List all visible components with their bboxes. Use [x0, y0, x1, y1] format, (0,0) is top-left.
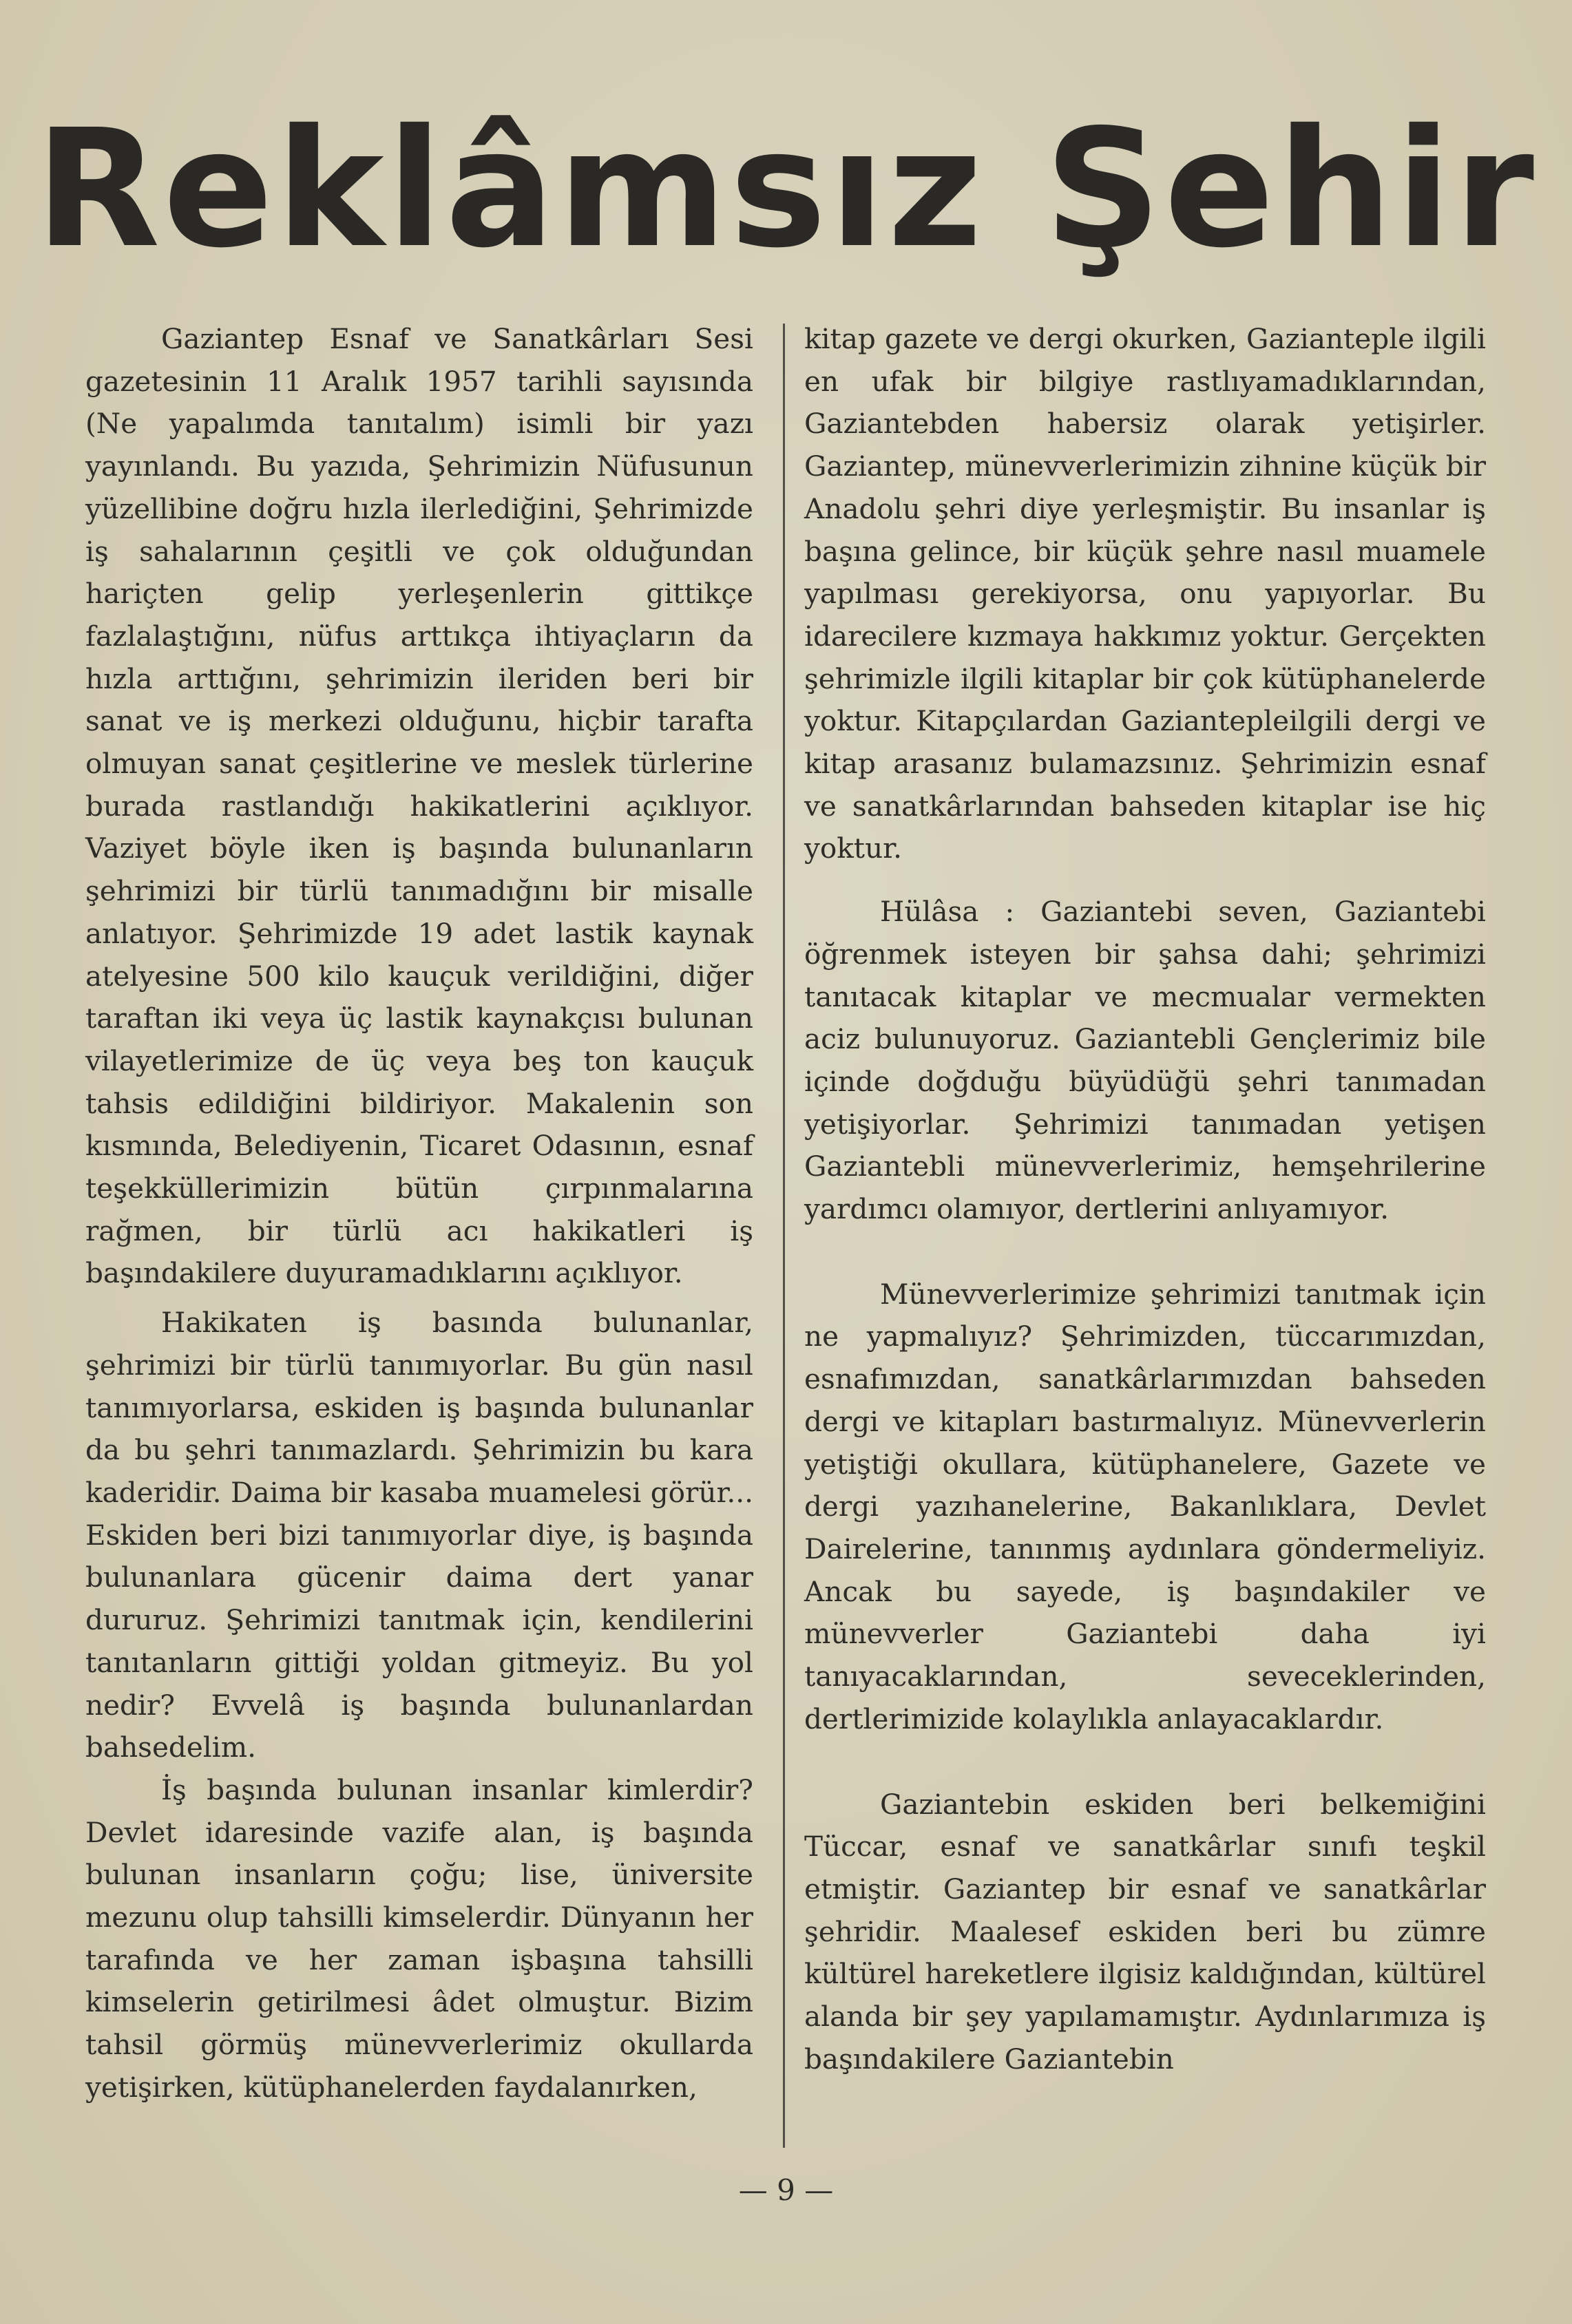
paragraph: Gaziantebin eskiden beri belkemiğini Tüccar, esnaf ve sanatkârlar sınıfı teşkil etmiştir. Gaziantep bir esnaf ve sanatkârlar şehridir. Maalesef eskiden beri bu zümre kültürel hareketlere ilgisiz kaldığından, kültürel alanda bir şey yapılamamıştır. Aydınlarımıza iş başındakilere Gaziantebin — [804, 1787, 1486, 2075]
paragraph: Münevverlerimize şehrimizi tanıtmak için ne yapmalıyız? Şehrimizden, tüccarımızdan, esnafımızdan, sanatkârlarımızdan bahseden dergi ve kitapları bastırmalıyız. Münevverlerin yetiştiği okullara, kütüphanelere, Gazete ve dergi yazıhanelerine, Bakanlıklara, Devlet Dairelerine, tanınmış aydınlara göndermeliyiz. Ancak bu sayede, iş başındakiler ve münevverler Gaziantebi daha iyi tanıyacaklarından, seveceklerinden, dertlerimizide kolaylıkla anlayacaklardır. — [804, 1277, 1486, 1735]
paragraph: Hülâsa : Gaziantebi seven, Gaziantebi öğrenmek isteyen bir şahsa dahi; şehrimizi tanıtacak kitaplar ve mecmualar vermekten aciz bulunuyoruz. Gaziantebli Gençlerimiz bile içinde doğduğu büyüdüğü şehri tanımadan yetişiyorlar. Şehrimizi tanımadan yetişen Gaziantebli münevverlerimiz, hemşehrilerine yardımcı olamıyor, dertlerini anlıyamıyor. — [804, 895, 1486, 1226]
paragraph: İş başında bulunan insanlar kimlerdir? Devlet idaresinde vazife alan, iş başında bulunan insanların çoğu; lise, üniversite mezunu olup tahsilli kimselerdir. Dünyanın her tarafında ve her zaman işbaşına tahsilli kimselerin getirilmesi âdet olmuştur. Bizim tahsil görmüş münevverlerimiz okullarda yetişirken, kütüphanelerden faydalanırken, — [85, 1773, 753, 2104]
paragraph: Gaziantep Esnaf ve Sanatkârları Sesi gazetesinin 11 Aralık 1957 tarihli sayısında (Ne yapalımda tanıtalım) isimli bir yazı yayınlandı. Bu yazıda, Şehrimizin Nüfusunun yüzellibine doğru hızla ilerlediğini, Şehrimizde iş sahalarının çeşitli ve çok olduğundan hariçten gelip yerleşenlerin gittikçe fazlalaştığını, nüfus arttıkça ihtiyaçların da hızla arttığını, şehrimizin ileriden beri bir sanat ve iş merkezi olduğunu, hiçbir tarafta olmuyan sanat çeşitlerine ve meslek türlerine burada rastlandığı hakikatlerini açıklıyor. Vaziyet böyle iken iş başında bulunanların şehrimizi bir türlü tanımadığını bir misalle anlatıyor. Şehrimizde 19 adet lastik kaynak atelyesine 500 kilo kauçuk verildiğini, diğer taraftan iki veya üç lastik kaynakçısı bulunan vilayetlerimize de üç veya beş ton kauçuk tahsis edildiğini bildiriyor. Makalenin son kısmında, Belediyenin, Ticaret Odasının, esnaf teşekküllerimizin bütün çırpınmalarına rağmen, bir türlü acı hakikatleri iş başındakilere duyuramadıklarını açıklıyor. — [85, 322, 753, 1290]
article-title: Reklâmsız Şehir — [34, 94, 1537, 284]
column-divider — [783, 324, 785, 2148]
page-number: — 9 — — [738, 2173, 834, 2207]
paragraph: Hakikaten iş basında bulunanlar, şehrimizi bir türlü tanımıyorlar. Bu gün nasıl tanımıyorlarsa, eskiden iş başında bulunanlar da bu şehri tanımazlardı. Şehrimizin bu kara kaderidir. Daima bir kasaba muamelesi görür... Eskiden beri bizi tanımıyorlar diye, iş başında bulunanlara gücenir daima dert yanar dururuz. Şehrimizi tanıtmak için, kendilerini tanıtanların gittiği yoldan gitmeyiz. Bu yol nedir? Evvelâ iş başında bulunanlardan bahsedelim. — [85, 1306, 753, 1764]
right-column — [804, 318, 1486, 2080]
paragraph: kitap gazete ve dergi okurken, Gazianteple ilgili en ufak bir bilgiye rastlıyamadıklarından, Gaziantebden habersiz olarak yetişirler. Gaziantep, münevverlerimizin zihnine küçük bir Anadolu şehri diye yerleşmiştir. Bu insanlar iş başına gelince, bir küçük şehre nasıl muamele yapılması gerekiyorsa, onu yapıyorlar. Bu idarecilere kızmaya hakkımız yoktur. Gerçekten şehrimizle ilgili kitaplar bir çok kütüphanelerde yoktur. Kitapçılardan Gaziantepleilgili dergi ve kitap arasanız bulamazsınız. Şehrimizin esnaf ve sanatkârlarından bahseden kitaplar ise hiç yoktur. — [804, 322, 1486, 865]
left-column — [85, 318, 753, 2109]
